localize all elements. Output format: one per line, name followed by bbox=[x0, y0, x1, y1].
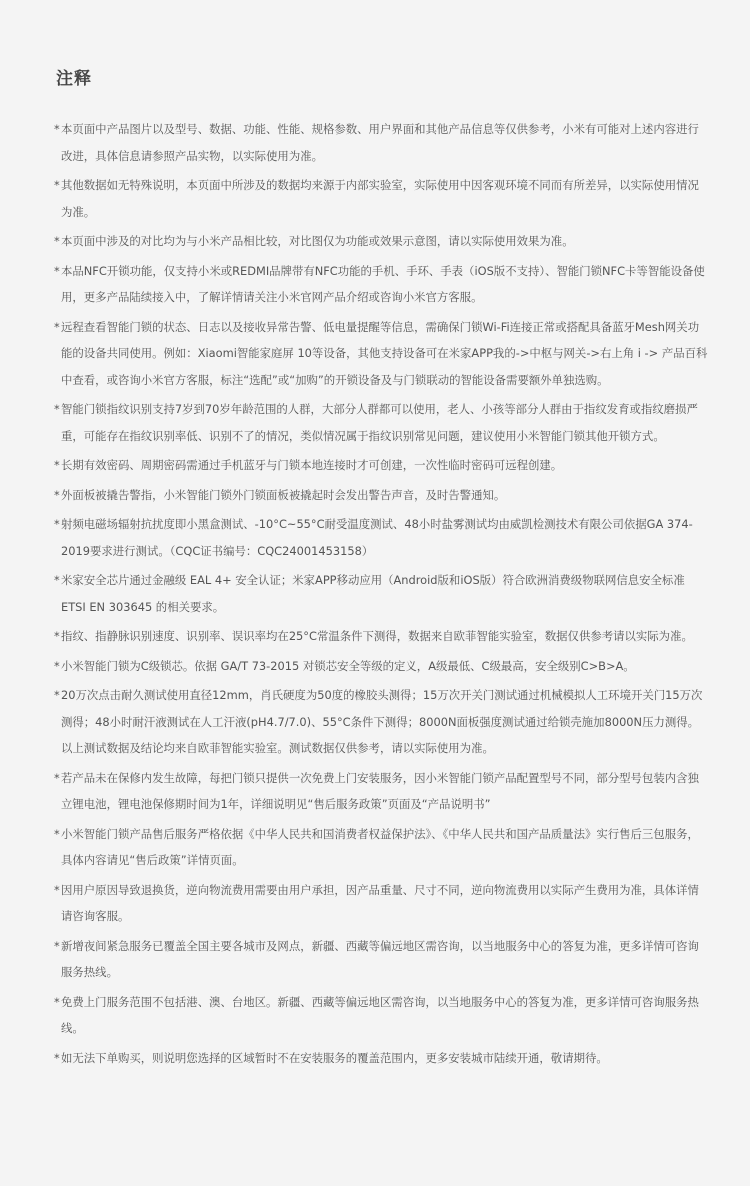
note-item: * 如无法下单购买，则说明您选择的区域暂时不在安装服务的覆盖范围内，更多安装城市陆续开通，敬请期待。 bbox=[56, 1045, 710, 1072]
note-item: * 20万次点击耐久测试使用直径12mm，肖氏硬度为50度的橡胶头测得；15万次开关门测试通过机械模拟人工环境开关门15万次测得；48小时耐汗液测试在人工汗液(pH4.7/7.0)、55°C条件下测得；8000N面板强度测试通过给锁壳施加8000N压力测得。以上测试数据及结论均来自欧菲智能实验室。测试数据仅供参考，请以实际使用为准。 bbox=[56, 682, 710, 762]
note-item: * 智能门锁指纹识别支持7岁到70岁年龄范围的人群，大部分人群都可以使用，老人、小孩等部分人群由于指纹发育或指纹磨损严重，可能存在指纹识别率低、识别不了的情况，类似情况属于指纹识别常见问题，建议使用小米智能门锁其他开锁方式。 bbox=[56, 396, 710, 449]
note-item: * 射频电磁场辐射抗扰度即小黑盒测试、-10°C~55°C耐受温度测试、48小时盐雾测试均由威凯检测技术有限公司依据GA 374-2019要求进行测试。（CQC证书编号：CQC24001453158） bbox=[56, 511, 710, 564]
note-item: * 小米智能门锁产品售后服务严格依据《中华人民共和国消费者权益保护法》、《中华人民共和国产品质量法》实行售后三包服务，具体内容请见“售后政策”详情页面。 bbox=[56, 821, 710, 874]
note-item: * 新增夜间紧急服务已覆盖全国主要各城市及网点，新疆、西藏等偏远地区需咨询，以当地服务中心的答复为准，更多详情可咨询服务热线。 bbox=[56, 933, 710, 986]
note-item: * 因用户原因导致退换货，逆向物流费用需要由用户承担，因产品重量、尺寸不同，逆向物流费用以实际产生费用为准，具体详情请咨询客服。 bbox=[56, 877, 710, 930]
notes-list bbox=[56, 116, 710, 1071]
note-item: * 小米智能门锁为C级锁芯。依据 GA/T 73-2015 对锁芯安全等级的定义，A级最低、C级最高，安全级别C>B>A。 bbox=[56, 653, 710, 680]
note-item: * 若产品未在保修内发生故障，每把门锁只提供一次免费上门安装服务，因小米智能门锁产品配置型号不同，部分型号包装内含独立锂电池，锂电池保修期时间为1年，详细说明见“售后服务政策”页面及“产品说明书” bbox=[56, 765, 710, 818]
note-item: * 本页面中产品图片以及型号、数据、功能、性能、规格参数、用户界面和其他产品信息等仅供参考，小米有可能对上述内容进行改进，具体信息请参照产品实物，以实际使用为准。 bbox=[56, 116, 710, 169]
note-item: * 其他数据如无特殊说明，本页面中所涉及的数据均来源于内部实验室，实际使用中因客观环境不同而有所差异，以实际使用情况为准。 bbox=[56, 172, 710, 225]
note-item: * 外面板被撬告警指，小米智能门锁外门锁面板被撬起时会发出警告声音，及时告警通知。 bbox=[56, 482, 710, 509]
note-item: * 本品NFC开锁功能，仅支持小米或REDMI品牌带有NFC功能的手机、手环、手表（iOS版不支持）、智能门锁NFC卡等智能设备使用，更多产品陆续接入中，了解详情请关注小米官网产品介绍或咨询小米官方客服。 bbox=[56, 258, 710, 311]
note-item: * 本页面中涉及的对比均为与小米产品相比较，对比图仅为功能或效果示意图，请以实际使用效果为准。 bbox=[56, 228, 710, 255]
note-item: * 远程查看智能门锁的状态、日志以及接收异常告警、低电量提醒等信息，需确保门锁Wi-Fi连接正常或搭配具备蓝牙Mesh网关功能的设备共同使用。例如：Xiaomi智能家庭屏 10等设备，其他支持设备可在米家APP我的->中枢与网关->右上角 i -> 产品百科中查看，或咨询小米官方客服，标注“选配”或“加购”的开锁设备及与门锁联动的智能设备需要额外单独选购。 bbox=[56, 314, 710, 394]
note-item: * 免费上门服务范围不包括港、澳、台地区。新疆、西藏等偏远地区需咨询，以当地服务中心的答复为准，更多详情可咨询服务热线。 bbox=[56, 989, 710, 1042]
page-title: 注释 bbox=[56, 69, 92, 89]
note-item: * 指纹、指静脉识别速度、识别率、误识率均在25°C常温条件下测得，数据来自欧菲智能实验室，数据仅供参考请以实际为准。 bbox=[56, 623, 710, 650]
note-item: * 长期有效密码、周期密码需通过手机蓝牙与门锁本地连接时才可创建，一次性临时密码可远程创建。 bbox=[56, 452, 710, 479]
note-item: * 米家安全芯片通过金融级 EAL 4+ 安全认证；米家APP移动应用（Android版和iOS版）符合欧洲消费级物联网信息安全标准 ETSI EN 303645 的相关要求。 bbox=[56, 567, 710, 620]
